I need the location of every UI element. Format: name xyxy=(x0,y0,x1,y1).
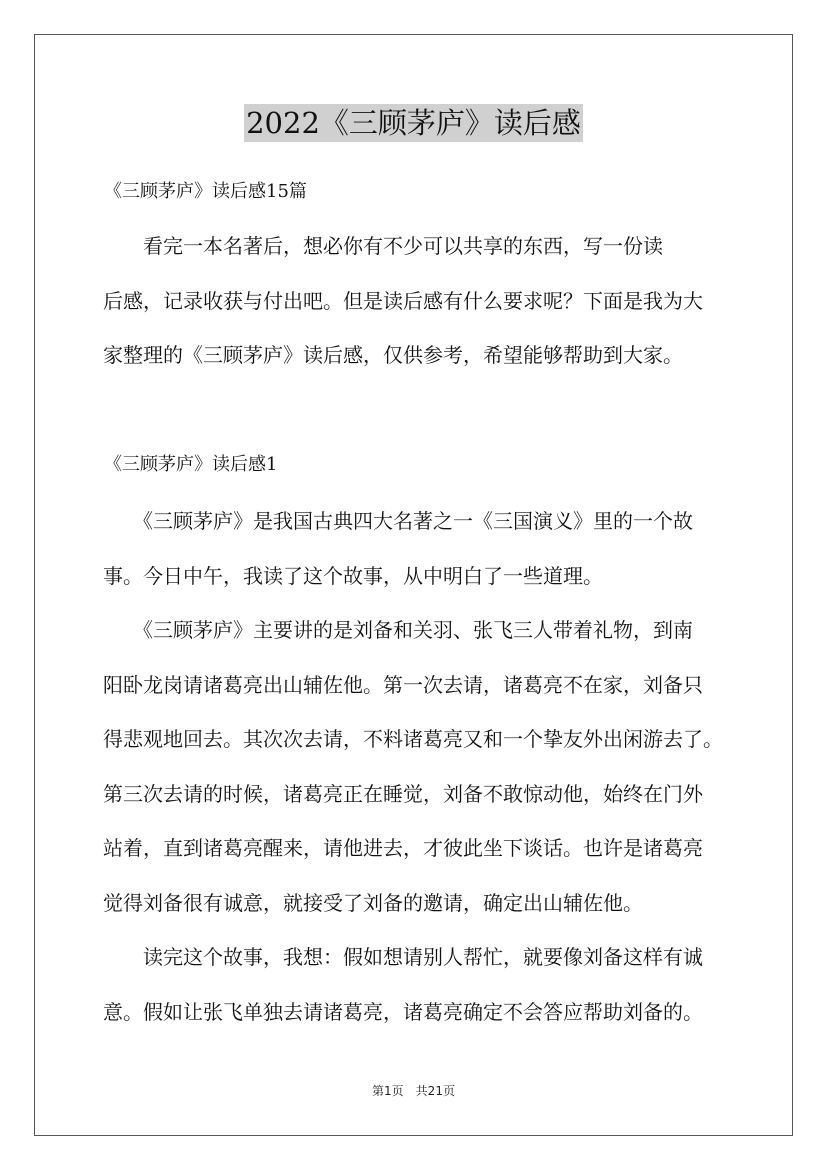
title-container xyxy=(0,104,827,142)
paragraph-line: 站着，直到诸葛亮醒来，请他进去，才彼此坐下谈话。也许是诸葛亮 xyxy=(103,836,703,860)
paragraph-line: 后感，记录收获与付出吧。但是读后感有什么要求呢？下面是我为大 xyxy=(103,288,703,313)
section-heading: 《三顾茅庐》读后感1 xyxy=(104,454,278,475)
paragraph-line: 事。今日中午，我读了这个故事，从中明白了一些道理。 xyxy=(103,563,603,588)
body-paragraph-2 xyxy=(103,603,743,930)
body-paragraph-3 xyxy=(103,930,743,1039)
paragraph-line: 看完一本名著后，想必你有不少可以共享的东西，写一份读 xyxy=(103,234,663,258)
paragraph-line: 意。假如让张飞单独去请诸葛亮，诸葛亮确定不会答应帮助刘备的。 xyxy=(103,999,703,1024)
paragraph-line: 第三次去请的时候，诸葛亮正在睡觉，刘备不敢惊动他，始终在门外 xyxy=(103,781,703,806)
paragraph-line: 《三顾茅庐》主要讲的是刘备和关羽、张飞三人带着礼物，到南 xyxy=(103,618,693,642)
paragraph-line: 家整理的《三顾茅庐》读后感，仅供参考，希望能够帮助到大家。 xyxy=(103,343,683,367)
page-footer: 第1页 共21页 xyxy=(372,1084,455,1098)
document-title: 2022《三顾茅庐》读后感 xyxy=(246,106,581,140)
document-subtitle: 《三顾茅庐》读后感15篇 xyxy=(104,181,307,202)
intro-paragraph xyxy=(103,219,743,383)
paragraph-line: 阳卧龙岗请诸葛亮出山辅佐他。第一次去请，诸葛亮不在家，刘备只 xyxy=(103,672,703,697)
paragraph-line: 读完这个故事，我想：假如想请别人帮忙，就要像刘备这样有诚 xyxy=(103,945,703,969)
paragraph-line: 得悲观地回去。其次次去请，不料诸葛亮又和一个挚友外出闲游去了。 xyxy=(103,727,723,751)
paragraph-line: 《三顾茅庐》是我国古典四大名著之一《三国演义》里的一个故 xyxy=(103,509,693,533)
paragraph-line: 觉得刘备很有诚意，就接受了刘备的邀请，确定出山辅佐他。 xyxy=(103,890,643,915)
body-paragraph-1 xyxy=(103,494,743,603)
